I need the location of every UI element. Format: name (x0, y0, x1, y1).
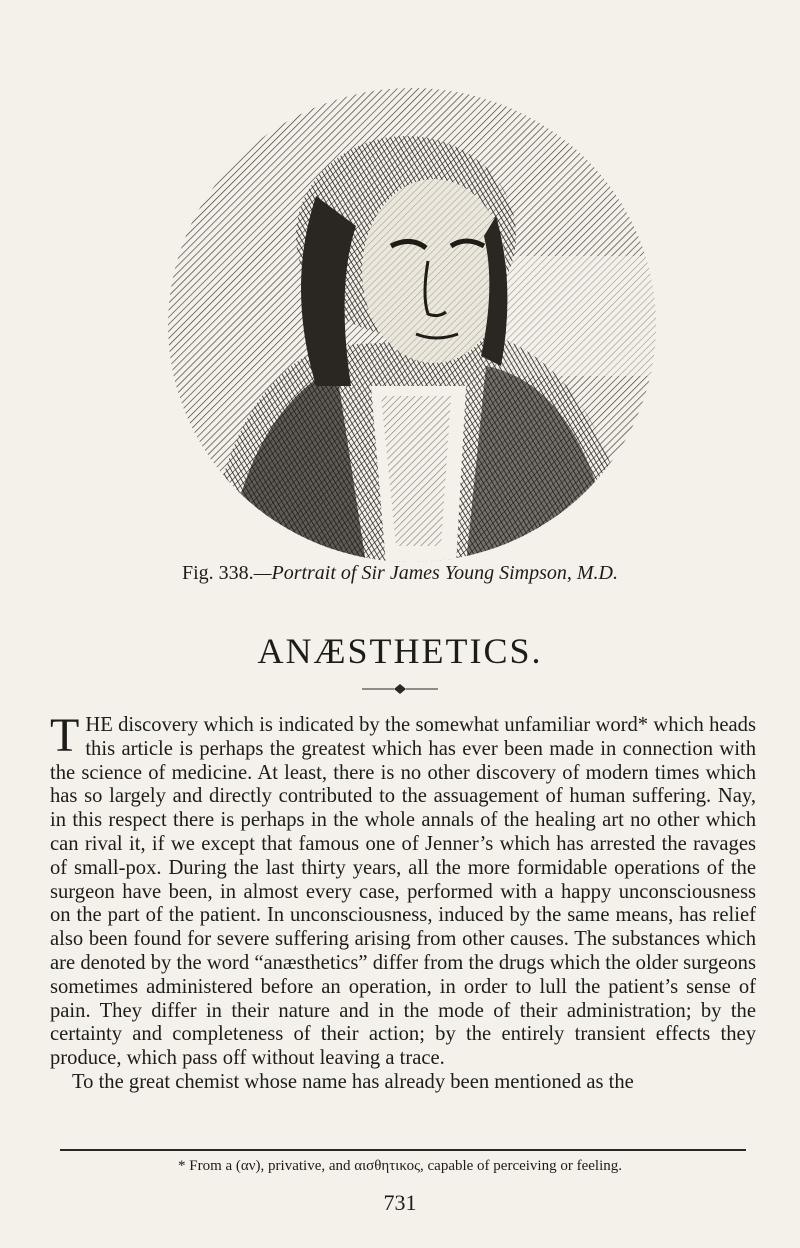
paragraph-1 (50, 709, 756, 1071)
footnote-rule (60, 1149, 746, 1151)
article-body (50, 709, 756, 1095)
figure-caption (0, 562, 800, 585)
drop-cap: T (50, 709, 80, 762)
footnote: * From a (αν), privative, and αισθητικος, capable of perceiving or feeling. (178, 1158, 622, 1174)
paragraph-2: To the great chemist whose name has already been mentioned as the (72, 1070, 634, 1093)
article-title: ANÆSTHETICS. (257, 631, 543, 671)
figure-caption-text: —Portrait of Sir James Young Simpson, M.D. (253, 562, 618, 584)
portrait-engraving (166, 86, 658, 564)
paragraph-1-text: HE discovery which is indicated by the somewhat unfamiliar word* which heads this article is perhaps the greatest which has ever been made in connection with the science of medicine. At least, there is no other discovery of modern times which has so largely and directly contributed to the assuagement of human suffering. Nay, in this respect there is perhaps in the whole annals of the healing art no other which can rival it, if we except that famous one of Jenner’s which has arrested the ravages of small-pox. During the last thirty years, all the more formidable operations of the surgeon have been, in almost every case, performed with a happy unconsciousness on the part of the patient. In unconsciousness, induced by the same means, has relief also been found for severe suffering arising from other causes. The substances which are denoted by the word “anæsthetics” differ from the drugs which the older surgeons sometimes administered before an operation, in order to lull the patient’s sense of pain. They differ in their nature and in the mode of their administration; by the certainty and completeness of their action; by the entirely transient effects they produce, which pass off without leaving a trace. (50, 714, 756, 1070)
figure-number: Fig. 338. (182, 562, 254, 584)
ornament-divider (360, 683, 440, 695)
page-number: 731 (383, 1190, 417, 1215)
